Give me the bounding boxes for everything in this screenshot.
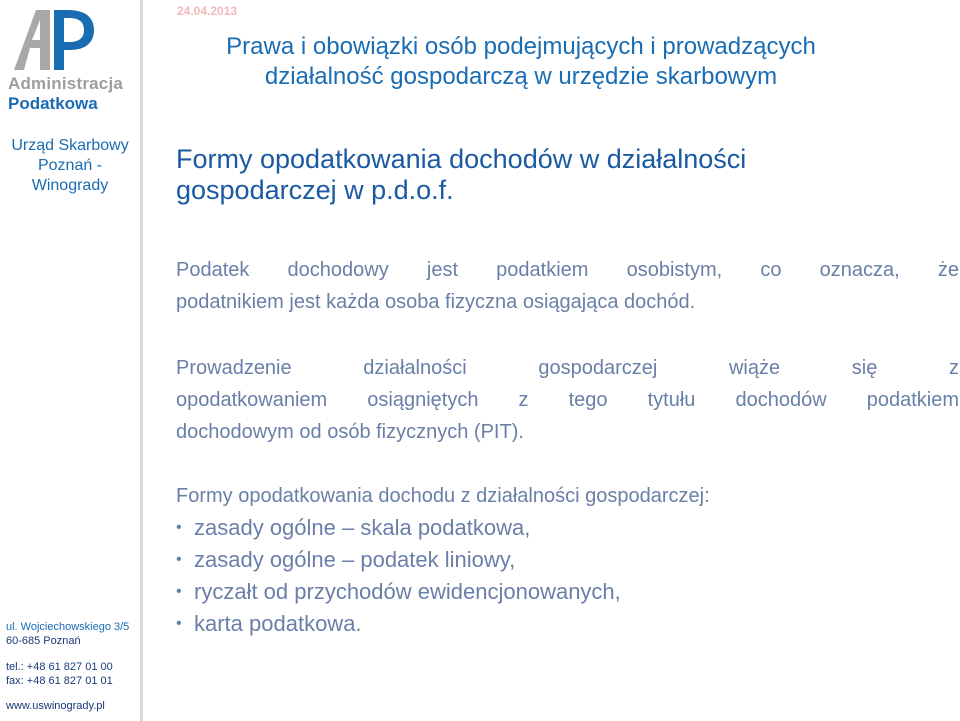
list-item-text: karta podatkowa. <box>194 611 362 636</box>
sidebar <box>0 0 143 721</box>
paragraph-income-tax <box>176 254 959 318</box>
paragraph2-line-3: dochodowym od osób fizycznych (PIT). <box>176 421 524 443</box>
bullet-icon: • <box>176 519 182 536</box>
office-contact <box>6 660 113 688</box>
bullet-icon: • <box>176 615 182 632</box>
paragraph1-line-1: Podatek dochodowy jest podatkiem osobistym, co oznacza, że <box>176 259 959 281</box>
list-item-text: ryczałt od przychodów ewidencjonowanych, <box>194 579 621 604</box>
list-item <box>176 608 959 640</box>
logo-text-podatkowa: Podatkowa <box>8 94 98 113</box>
list-item-text: zasady ogólne – skala podatkowa, <box>194 515 531 540</box>
office-line-1: Urząd Skarbowy <box>11 137 129 154</box>
office-line-3: Winogrady <box>31 177 109 194</box>
address-city: 60-685 Poznań <box>6 635 81 647</box>
address-street: ul. Wojciechowskiego 3/5 <box>6 621 130 633</box>
forms-intro: Formy opodatkowania dochodu z działalności gospodarczej: <box>176 485 710 507</box>
list-item <box>176 576 959 608</box>
office-line-2: Poznań - <box>37 157 103 174</box>
list-item <box>176 544 959 576</box>
subtitle-line-1: Formy opodatkowania dochodów w działalności <box>176 144 747 174</box>
section-heading <box>176 144 876 206</box>
list-item-text: zasady ogólne – podatek liniowy, <box>194 547 516 572</box>
bullet-icon: • <box>176 551 182 568</box>
page-title <box>176 32 866 92</box>
phone-number: tel.: +48 61 827 01 00 <box>6 661 113 673</box>
website-link[interactable]: www.uswinogrady.pl <box>6 700 105 712</box>
paragraph-business-activity <box>176 352 959 448</box>
taxation-forms-section <box>176 480 959 640</box>
fax-number: fax: +48 61 827 01 01 <box>6 675 113 687</box>
title-line-2: działalność gospodarczą w urzędzie skarbowym <box>264 63 778 90</box>
taxation-forms-list <box>176 512 959 640</box>
slide-date: 24.04.2013 <box>177 4 238 18</box>
logo-text-administracja: Administracja <box>8 74 124 93</box>
subtitle-line-2: gospodarczej w p.d.o.f. <box>176 175 454 205</box>
list-item <box>176 512 959 544</box>
bullet-icon: • <box>176 583 182 600</box>
title-line-1: Prawa i obowiązki osób podejmujących i prowadzących <box>226 33 816 60</box>
office-address <box>6 620 129 648</box>
paragraph2-line-2: opodatkowaniem osiągniętych z tego tytułu dochodów podatkiem <box>176 389 959 411</box>
paragraph2-line-1: Prowadzenie działalności gospodarczej wiąże się z <box>176 357 959 379</box>
office-name <box>0 136 140 196</box>
paragraph1-line-2: podatnikiem jest każda osoba fizyczna osiągająca dochód. <box>176 291 696 313</box>
